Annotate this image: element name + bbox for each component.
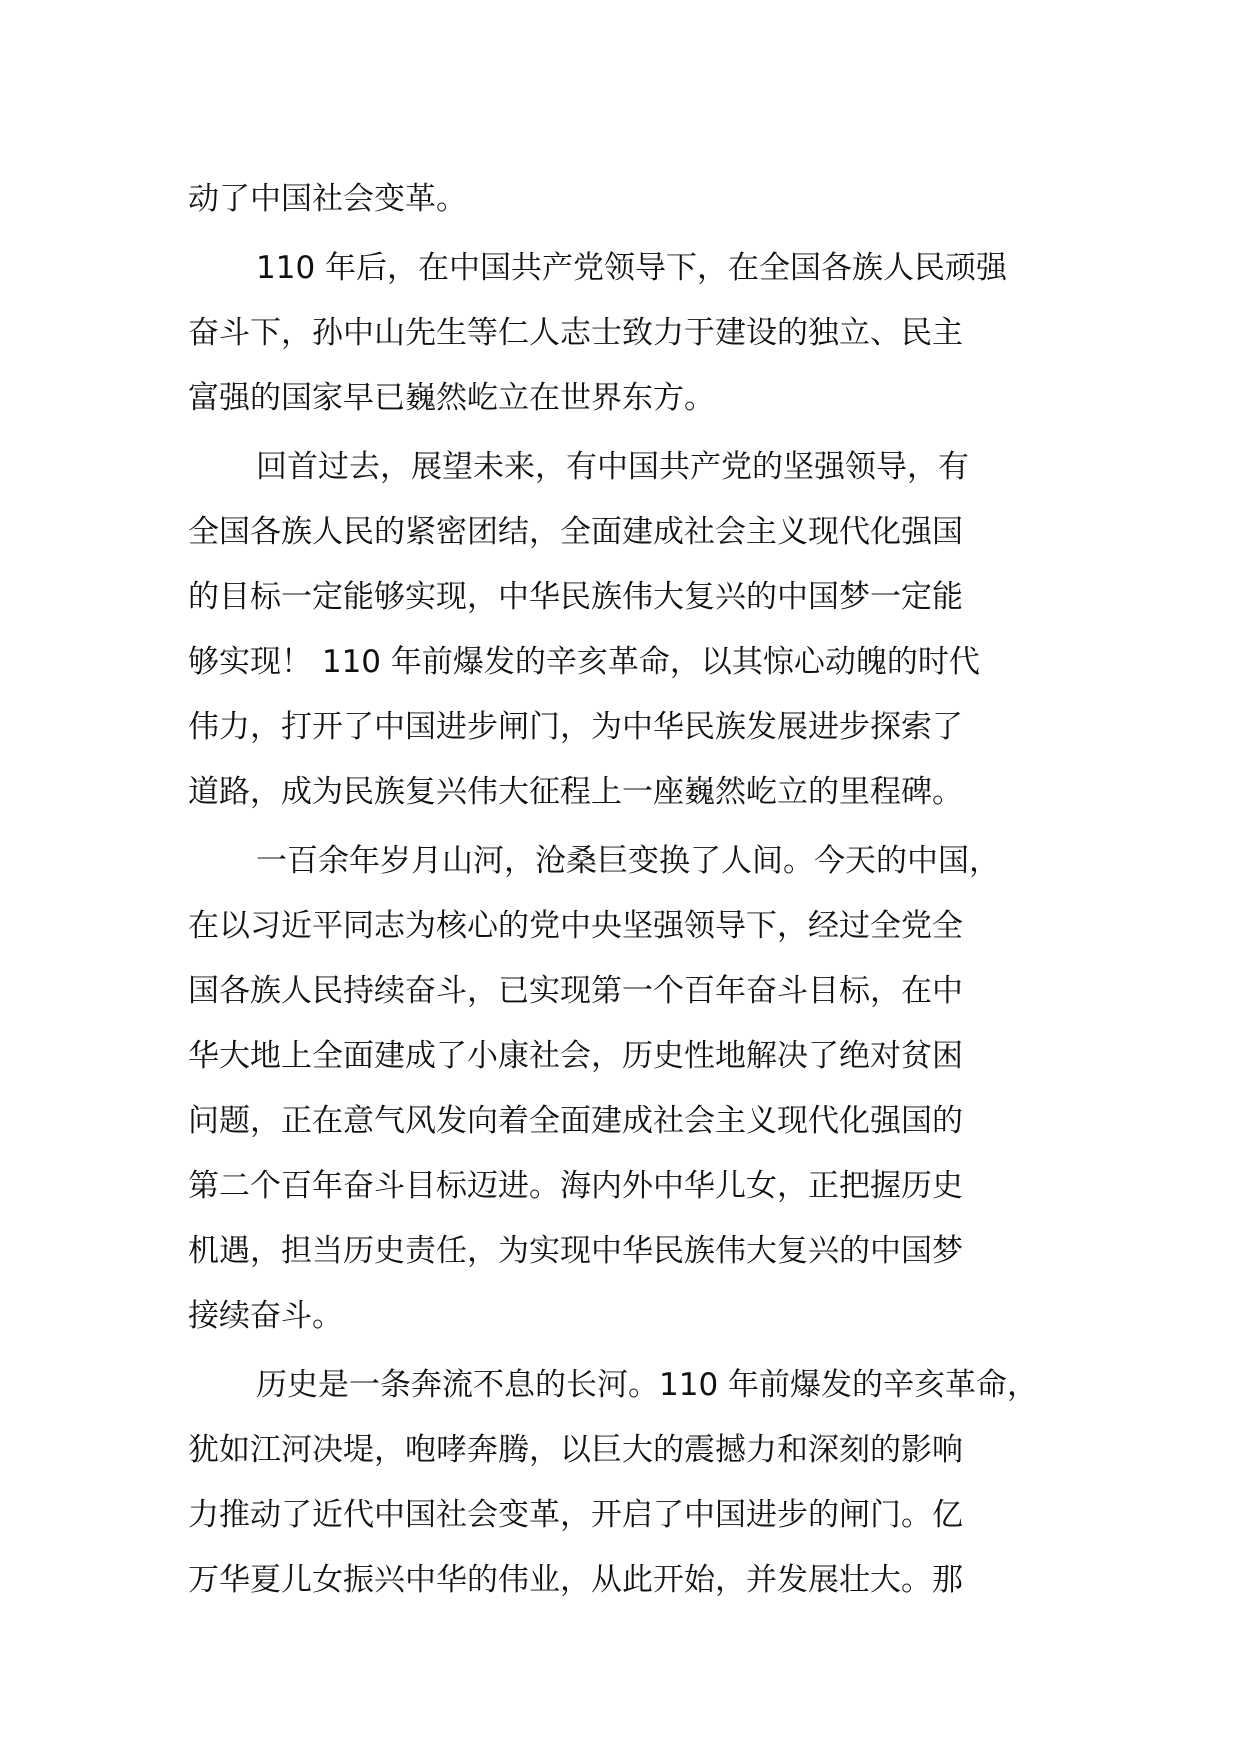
- text-line: 机遇，担当历史责任，为实现中华民族伟大复兴的中国梦: [188, 1233, 963, 1269]
- text-line: 万华夏儿女振兴中华的伟业，从此开始，并发展壮大。那: [188, 1562, 963, 1598]
- text-line: 历史是一条奔流不息的长河。110 年前爆发的辛亥革命，: [256, 1367, 1039, 1403]
- text-line: 在以习近平同志为核心的党中央坚强领导下，经过全党全: [188, 908, 963, 944]
- paragraph: [188, 236, 1088, 431]
- text-line: 全国各族人民的紧密团结，全面建成社会主义现代化强国: [188, 514, 963, 550]
- text-line: 华大地上全面建成了小康社会，历史性地解决了绝对贫困: [188, 1038, 963, 1074]
- text-line: 犹如江河决堤，咆哮奔腾，以巨大的震撼力和深刻的影响: [188, 1432, 963, 1468]
- text-line: 国各族人民持续奋斗，已实现第一个百年奋斗目标，在中: [188, 973, 963, 1009]
- text-line: 一百余年岁月山河，沧桑巨变换了人间。今天的中国，: [256, 843, 1000, 879]
- paragraph: [188, 435, 1088, 825]
- text-line: 110 年后，在中国共产党领导下，在全国各族人民顽强: [256, 250, 1008, 286]
- text-line: 力推动了近代中国社会变革，开启了中国进步的闸门。亿: [188, 1497, 963, 1533]
- text-line: 伟力，打开了中国进步闸门，为中华民族发展进步探索了: [188, 709, 963, 745]
- text-line: 接续奋斗。: [188, 1298, 343, 1334]
- text-line: 问题，正在意气风发向着全面建成社会主义现代化强国的: [188, 1103, 963, 1139]
- text-line: 动了中国社会变革。: [188, 181, 467, 217]
- paragraph: [188, 167, 1088, 232]
- text-line: 奋斗下，孙中山先生等仁人志士致力于建设的独立、民主: [188, 315, 963, 351]
- body-text: [188, 167, 1088, 1617]
- text-line: 的目标一定能够实现，中华民族伟大复兴的中国梦一定能: [188, 579, 963, 615]
- text-line: 道路，成为民族复兴伟大征程上一座巍然屹立的里程碑。: [188, 774, 963, 810]
- paragraph: [188, 1353, 1088, 1613]
- text-line: 够实现！ 110 年前爆发的辛亥革命，以其惊心动魄的时代: [188, 644, 980, 680]
- text-line: 富强的国家早已巍然屹立在世界东方。: [188, 380, 715, 416]
- text-line: 第二个百年奋斗目标迈进。海内外中华儿女，正把握历史: [188, 1168, 963, 1204]
- paragraph: [188, 829, 1088, 1349]
- text-line: 回首过去，展望未来，有中国共产党的坚强领导，有: [256, 449, 969, 485]
